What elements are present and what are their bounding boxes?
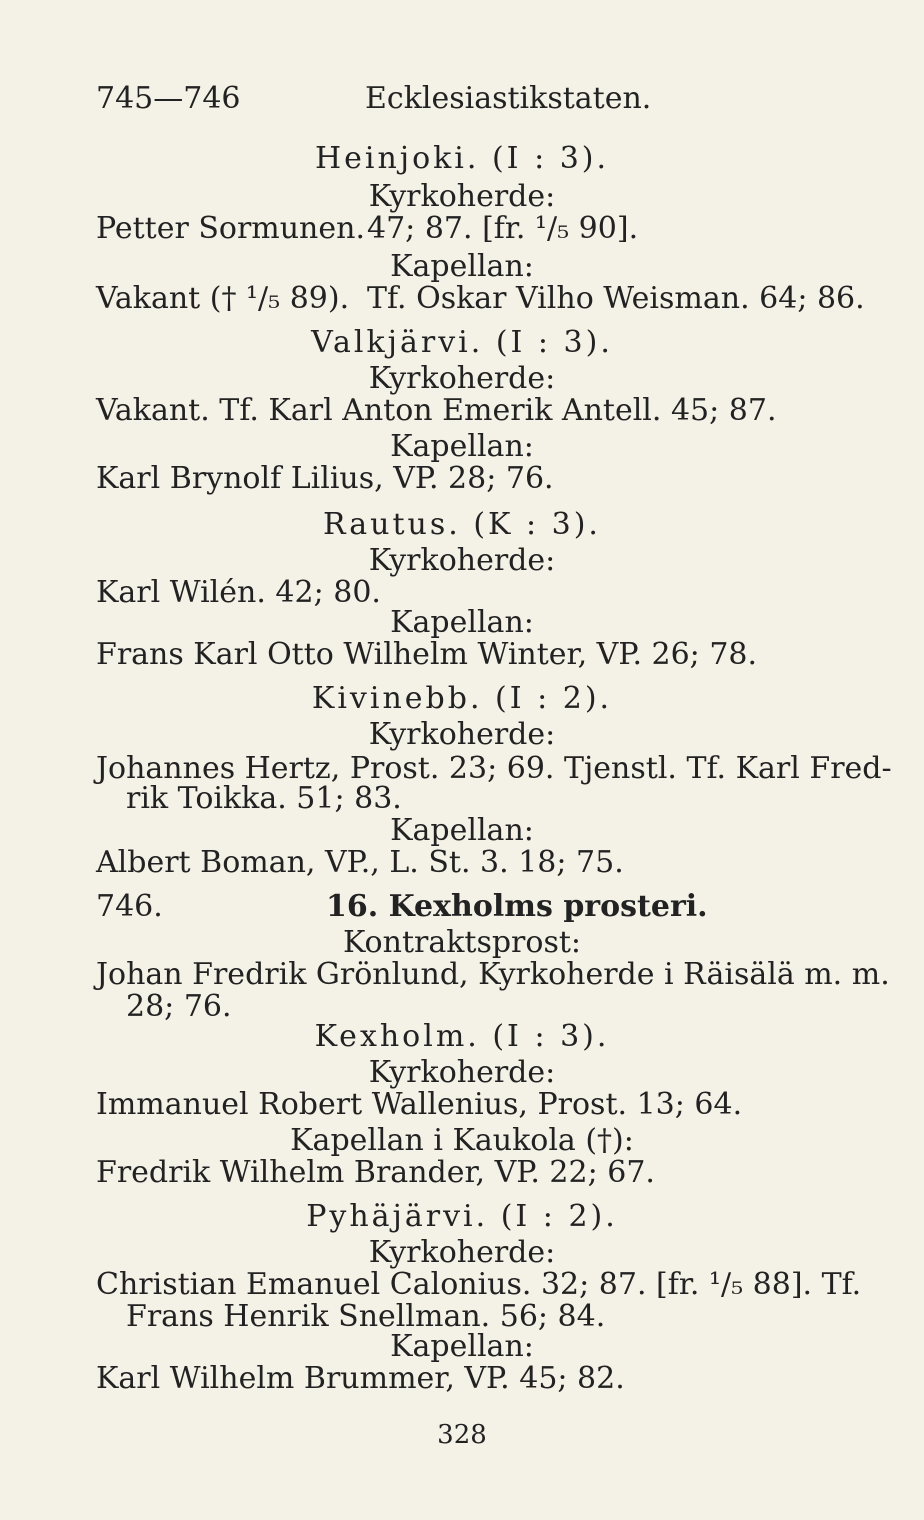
kapellan-label: Kapellan:: [390, 1329, 534, 1364]
kapellan-entry: Karl Brynolf Lilius, VP. 28; 76.: [96, 461, 554, 496]
kapellan-label: Kapellan:: [390, 249, 534, 284]
kyrkoherde-entry: Karl Wilén. 42; 80.: [96, 575, 381, 610]
kyrkoherde-entry-line1: Christian Emanuel Calonius. 32; 87. [fr. ¹/₅ 88]. Tf.: [96, 1267, 862, 1302]
running-title: Ecklesiastikstaten.: [365, 81, 652, 116]
kyrkoherde-label: Kyrkoherde:: [368, 179, 556, 214]
kyrkoherde-label: Kyrkoherde:: [368, 361, 556, 396]
kyrkoherde-entry: Immanuel Robert Wallenius, Prost. 13; 64.: [96, 1087, 743, 1122]
kapellan-left: Vakant († ¹/₅ 89).: [96, 281, 350, 316]
kontraktsprost-line1: Johan Fredrik Grönlund, Kyrkoherde i Räisälä m. m.: [96, 957, 890, 992]
kapellan-right: Tf. Oskar Vilho Weisman. 64; 86.: [367, 281, 865, 316]
kyrkoherde-label: Kyrkoherde:: [368, 717, 556, 752]
kapellan-entry: Fredrik Wilhelm Brander, VP. 22; 67.: [96, 1155, 655, 1190]
page-range: 745—746: [96, 81, 241, 116]
kapellan-label: Kapellan i Kaukola (†):: [290, 1123, 634, 1158]
kyrkoherde-label: Kyrkoherde:: [368, 1055, 556, 1090]
kapellan-entry: Frans Karl Otto Wilhelm Winter, VP. 26; 78.: [96, 637, 758, 672]
section-number: 746.: [96, 889, 163, 924]
kyrkoherde-data: 47; 87. [fr. ¹/₅ 90].: [367, 211, 639, 246]
section-heading: 16. Kexholms prosteri.: [326, 889, 708, 924]
parish-title-valkjarvi: Valkjärvi. (I : 3).: [311, 325, 613, 360]
kyrkoherde-label: Kyrkoherde:: [368, 1235, 556, 1270]
kyrkoherde-label: Kyrkoherde:: [368, 543, 556, 578]
kyrkoherde-entry-line2: rik Toikka. 51; 83.: [126, 781, 402, 816]
kapellan-label: Kapellan:: [390, 605, 534, 640]
kyrkoherde-name: Petter Sormunen.: [96, 211, 365, 246]
kapellan-label: Kapellan:: [390, 429, 534, 464]
parish-title-heinjoki: Heinjoki. (I : 3).: [314, 141, 610, 176]
kontraktsprost-label: Kontraktsprost:: [342, 925, 582, 960]
kapellan-entry: Albert Boman, VP., L. St. 3. 18; 75.: [96, 845, 624, 880]
kyrkoherde-entry: Vakant. Tf. Karl Anton Emerik Antell. 45; 87.: [96, 393, 777, 428]
kontraktsprost-line2: 28; 76.: [126, 989, 232, 1024]
kyrkoherde-entry-line1: Johannes Hertz, Prost. 23; 69. Tjenstl. Tf. Karl Fred-: [96, 751, 892, 786]
kapellan-label: Kapellan:: [390, 813, 534, 848]
page-number: 328: [437, 1420, 487, 1450]
parish-title-rautus: Rautus. (K : 3).: [323, 507, 601, 542]
parish-title-pyhajarvi: Pyhäjärvi. (I : 2).: [306, 1199, 618, 1234]
kyrkoherde-entry-line2: Frans Henrik Snellman. 56; 84.: [126, 1299, 606, 1334]
parish-title-kivinebb: Kivinebb. (I : 2).: [311, 681, 613, 716]
kapellan-entry: Karl Wilhelm Brummer, VP. 45; 82.: [96, 1361, 625, 1396]
parish-title-kexholm: Kexholm. (I : 3).: [314, 1019, 610, 1054]
